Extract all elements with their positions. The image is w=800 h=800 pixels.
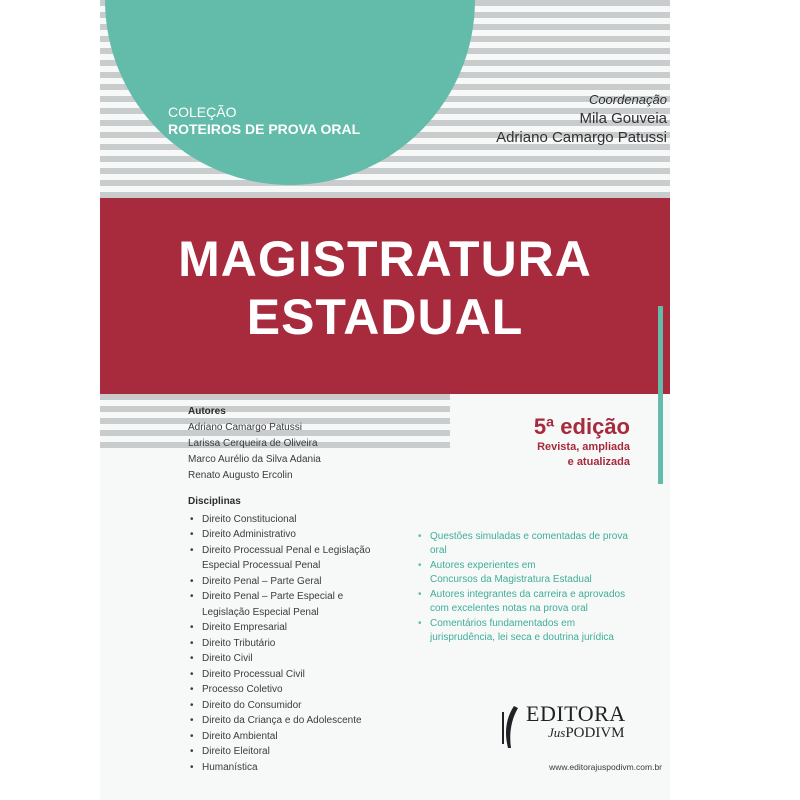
disciplines-heading: Disciplinas [188,496,241,507]
title-line2: ESTADUAL [246,289,524,345]
coordination-label: Coordenação [588,92,667,107]
collection-line1: COLEÇÃO [168,104,237,120]
discipline-item: • Direito Processual Penal e Legislação Especial Processual Penal [188,543,370,574]
book-title [100,230,670,346]
authors-block [188,404,321,484]
features-list [418,530,663,644]
coordinator-name: Adriano Camargo Patussi [496,129,667,146]
discipline-item: • Direito Civil [188,651,370,667]
feature-item: • Questões simuladas e comentadas de prova oral [418,530,663,557]
discipline-item: • Direito Penal – Parte Especial e Legislação Especial Penal [188,589,370,620]
discipline-item: • Direito Penal – Parte Geral [188,574,370,590]
features-block [418,530,663,646]
discipline-item: • Direito Administrativo [188,527,370,543]
collection-name: ROTEIROS DE PROVA ORAL [168,121,361,137]
discipline-item: • Direito Ambiental [188,729,370,745]
publisher-name: EDITORA [526,701,626,726]
title-line1: MAGISTRATURA [178,231,592,287]
discipline-item: • Direito Processual Civil [188,667,370,683]
quill-icon [500,704,522,750]
coordinator-name: Mila Gouveia [579,110,667,127]
publisher-subname: JusPODIVM [548,725,625,741]
disciplines-block [188,494,370,775]
publisher-url: www.editorajuspodivm.com.br [549,762,662,772]
discipline-item: • Processo Coletivo [188,682,370,698]
feature-item: • Comentários fundamentados em jurisprudência, lei seca e doutrina jurídica [418,617,663,644]
edition-note: Revista, ampliada [537,441,630,453]
discipline-item: • Humanística [188,760,370,776]
discipline-item: • Direito Tributário [188,636,370,652]
author-name: Renato Augusto Ercolin [188,470,293,481]
discipline-item: • Direito da Criança e do Adolescente [188,713,370,729]
author-name: Marco Aurélio da Silva Adania [188,454,321,465]
edition-note: e atualizada [567,456,630,468]
feature-item: • Autores experientes em Concursos da Magistratura Estadual [418,559,663,586]
collection-label [168,104,360,138]
discipline-item: • Direito Eleitoral [188,744,370,760]
coordination-block [496,90,667,147]
authors-heading: Autores [188,406,226,417]
author-name: Adriano Camargo Patussi [188,422,302,433]
feature-item: • Autores integrantes da carreira e aprovados com excelentes notas na prova oral [418,588,663,615]
disciplines-list [188,512,370,776]
discipline-item: • Direito Empresarial [188,620,370,636]
teal-accent-bar [658,306,663,484]
edition-number: 5ª edição [533,414,630,439]
discipline-item: • Direito do Consumidor [188,698,370,714]
author-name: Larissa Cerqueira de Oliveira [188,438,318,449]
discipline-item: • Direito Constitucional [188,512,370,528]
edition-block [534,414,630,470]
book-cover [100,0,670,800]
publisher-logo [500,700,640,760]
